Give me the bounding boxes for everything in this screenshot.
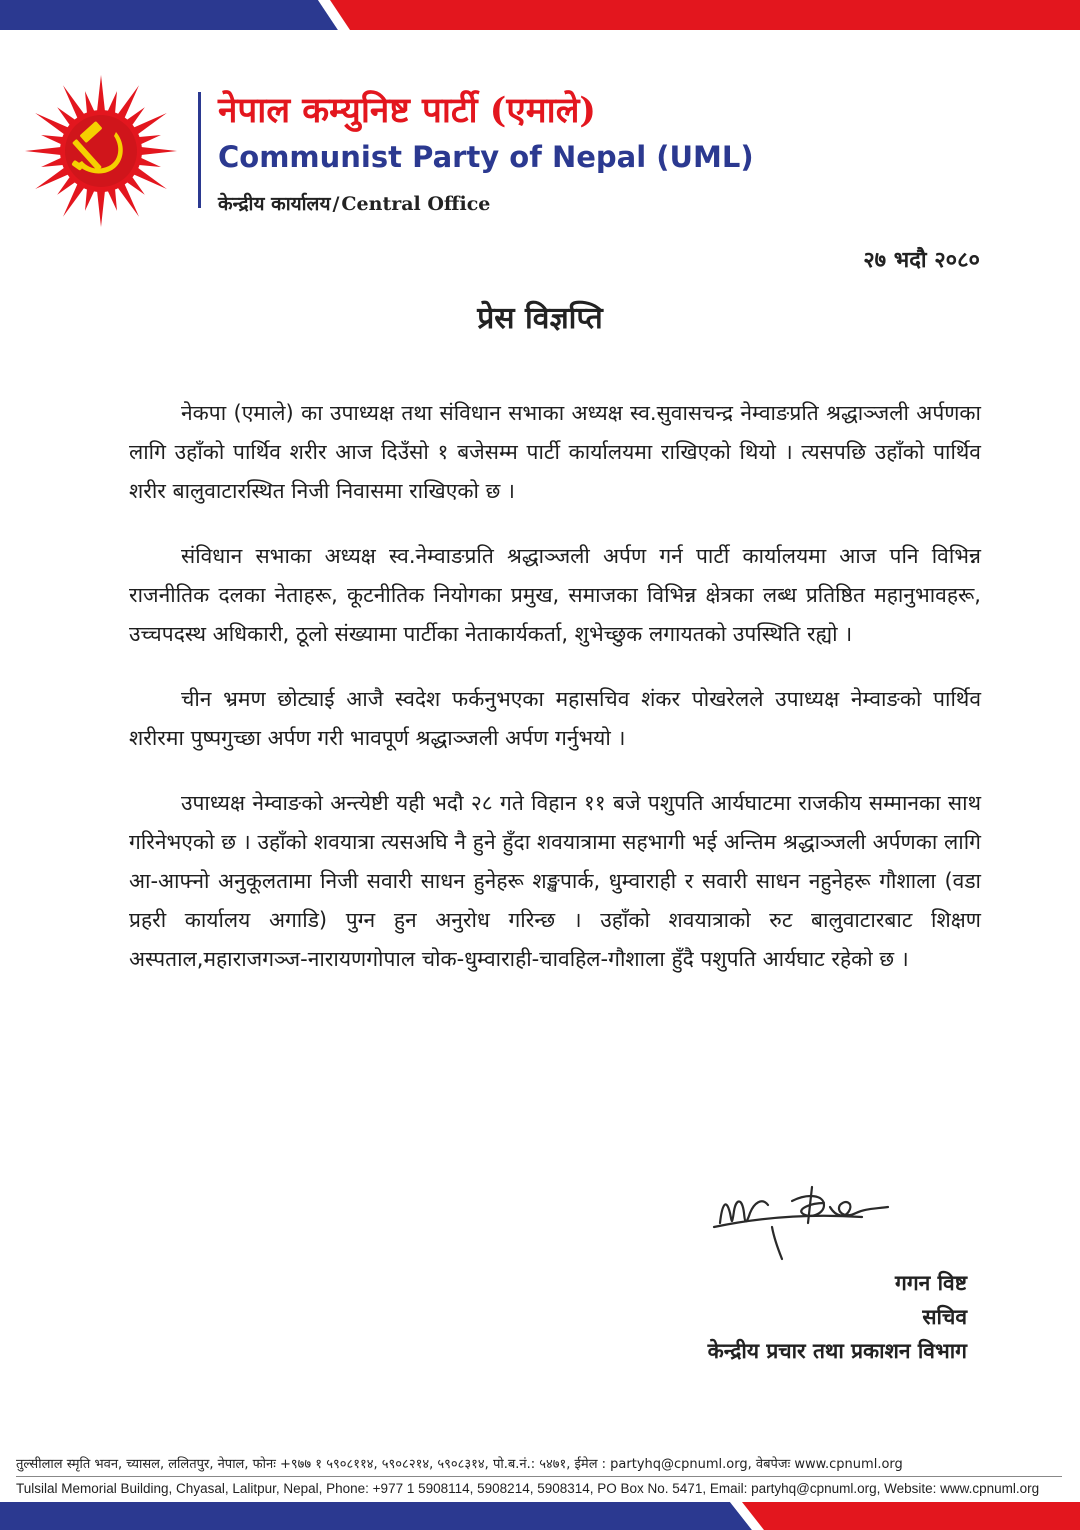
header-divider bbox=[198, 92, 201, 208]
signatory-block bbox=[708, 1266, 967, 1368]
top-color-band bbox=[0, 0, 1080, 30]
party-emblem-logo bbox=[24, 74, 178, 228]
emblem-ray bbox=[97, 189, 105, 227]
emblem-ray bbox=[139, 147, 177, 155]
office-label-english: Central Office bbox=[341, 193, 491, 215]
party-name-english: Communist Party of Nepal (UML) bbox=[218, 140, 754, 174]
emblem-ray bbox=[25, 147, 63, 155]
office-label-separator: / bbox=[332, 193, 340, 215]
office-label bbox=[218, 190, 490, 216]
bottom-color-band bbox=[0, 1502, 1080, 1530]
body-paragraph-4: उपाध्यक्ष नेम्वाङको अन्त्येष्टी यही भदौ २८ गते विहान ११ बजे पशुपति आर्यघाटमा राजकीय सम्मानका साथ गरिनेभएको छ । उहाँको शवयात्रा त्यसअघि नै हुने हुँदा शवयात्रामा सहभागी भई अन्तिम श्रद्धाञ्जली अर्पणका लागि आ-आफ्नो अनुकूलतामा निजी सवारी साधन हुनेहरू शङ्खपार्क, धुम्वाराही र सवारी साधन नहुनेहरू गौशाला (वडा प्रहरी कार्यालय अगाडि) पुग्न हुन अनुरोध गरिन्छ । उहाँको शवयात्राको रुट बालुवाटारबाट शिक्षण अस्पताल,महाराजगञ्ज-नारायणगोपाल चोक-धुम्वाराही-चावहिल-गौशाला हुँदै पशुपति आर्यघाट रहेको छ । bbox=[129, 791, 981, 971]
body-paragraph-2: संविधान सभाका अध्यक्ष स्व.नेम्वाङप्रति श्रद्धाञ्जली अर्पण गर्न पार्टी कार्यालयमा आज पनि विभिन्न राजनीतिक दलका नेताहरू, कूटनीतिक नियोगका प्रमुख, समाजका विभिन्न क्षेत्रका लब्ध प्रतिष्ठित महानुभावहरू, उच्चपदस्थ अधिकारी, ठूलो संख्यामा पार्टीका नेताकार्यकर्ता, शुभेच्छुक लगायतको उपस्थिति रह्यो । bbox=[129, 544, 981, 646]
signatory-position: सचिव bbox=[922, 1305, 967, 1329]
document-date: २७ भदौ २०८० bbox=[863, 248, 980, 273]
signatory-department: केन्द्रीय प्रचार तथा प्रकाशन विभाग bbox=[707, 1339, 967, 1363]
footer-address-nepali: तुल्सीलाल स्मृति भवन, च्यासल, ललितपुर, नेपाल, फोनः +९७७ १ ५९०८११४, ५९०८२१४, ५९०८३१४, पो.ब.नं.: ५४७१, ईमेल : partyhq@cpnuml.org, वेबपेजः www.cpnuml.org bbox=[16, 1457, 903, 1472]
press-release-body bbox=[129, 394, 981, 1005]
handwritten-signature bbox=[712, 1183, 912, 1263]
body-paragraph-3: चीन भ्रमण छोट्याई आजै स्वदेश फर्कनुभएका महासचिव शंकर पोखरेलले उपाध्यक्ष नेम्वाङको पार्थिव शरीरमा पुष्पगुच्छा अर्पण गरी भावपूर्ण श्रद्धाञ्जली अर्पण गर्नुभयो । bbox=[129, 687, 981, 750]
footer-divider bbox=[16, 1476, 1062, 1477]
footer-address-english: Tulsilal Memorial Building, Chyasal, Lalitpur, Nepal, Phone: +977 1 5908114, 5908214, 5908314, PO Box No. 5471, Email: partyhq@cpnuml.org, Website: www.cpnuml.org bbox=[16, 1481, 1040, 1496]
party-name-nepali: नेपाल कम्युनिष्ट पार्टी (एमाले) bbox=[218, 90, 596, 131]
document-title: प्रेस विज्ञप्ति bbox=[477, 301, 603, 336]
emblem-ray bbox=[97, 75, 105, 113]
signatory-name: गगन विष्ट bbox=[895, 1271, 967, 1295]
office-label-nepali: केन्द्रीय कार्यालय bbox=[218, 193, 331, 215]
body-paragraph-1: नेकपा (एमाले) का उपाध्यक्ष तथा संविधान सभाका अध्यक्ष स्व.सुवासचन्द्र नेम्वाङप्रति श्रद्धाञ्जली अर्पणका लागि उहाँको पार्थिव शरीर आज दिउँसो १ बजेसम्म पार्टी कार्यालयमा राखिएको थियो । त्यसपछि उहाँको पार्थिव शरीर बालुवाटारस्थित निजी निवासमा राखिएको छ । bbox=[129, 401, 981, 503]
